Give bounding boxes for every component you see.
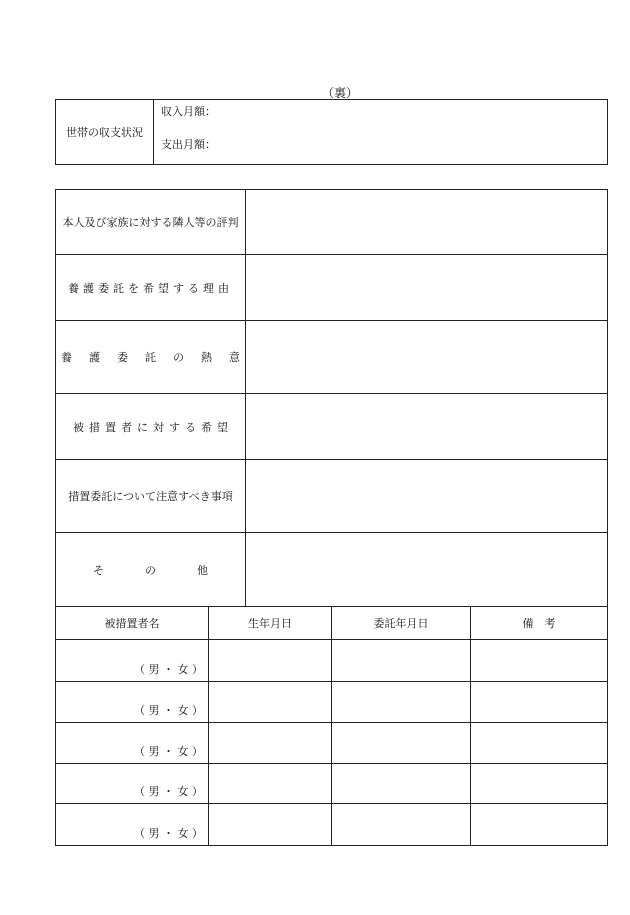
row-other: [56, 533, 607, 607]
person-date-cell[interactable]: [332, 804, 471, 845]
person-name-cell[interactable]: [56, 804, 209, 845]
income-table: [55, 99, 608, 165]
person-date-cell[interactable]: [332, 682, 471, 723]
person-name-cell[interactable]: [56, 764, 209, 804]
header-remarks: 備 考: [471, 607, 607, 640]
person-note-cell[interactable]: [471, 723, 607, 764]
person-birth-cell[interactable]: [209, 764, 332, 804]
person-note-cell[interactable]: [471, 682, 607, 723]
sex-choice: （ 男 ・ 女 ）: [134, 663, 203, 676]
person-date-cell[interactable]: [332, 723, 471, 764]
sex-choice: （ 男 ・ 女 ）: [134, 745, 203, 758]
person-name-cell[interactable]: [56, 723, 209, 764]
person-note-cell[interactable]: [471, 640, 607, 682]
person-birth-cell[interactable]: [209, 682, 332, 723]
person-birth-cell[interactable]: [209, 723, 332, 764]
row-hope: [56, 394, 607, 460]
sex-choice: （ 男 ・ 女 ）: [134, 785, 203, 798]
row-label: 本人及び家族に対する隣人等の評判: [56, 190, 246, 254]
row-reputation: [56, 190, 607, 255]
person-date-cell[interactable]: [332, 640, 471, 682]
row-label: その他: [56, 533, 246, 606]
header-name: 被措置者名: [56, 607, 209, 640]
row-label: 被措置者に対する希望: [56, 394, 246, 459]
main-table: [55, 189, 608, 846]
side-label: （裏）: [322, 86, 359, 100]
persons-grid: [56, 607, 607, 845]
expense-monthly-label: 支出月額：: [161, 138, 216, 151]
person-birth-cell[interactable]: [209, 804, 332, 845]
row-label: 養護委託の熱意: [56, 321, 246, 393]
person-name-cell[interactable]: [56, 682, 209, 723]
row-reason: [56, 255, 607, 321]
person-name-cell[interactable]: [56, 640, 209, 682]
header-birthdate: 生年月日: [209, 607, 332, 640]
person-note-cell[interactable]: [471, 804, 607, 845]
person-note-cell[interactable]: [471, 764, 607, 804]
income-monthly-label: 収入月額：: [161, 105, 216, 118]
header-entrust-date: 委託年月日: [332, 607, 471, 640]
person-birth-cell[interactable]: [209, 640, 332, 682]
row-label: 養護委託を希望する理由: [56, 255, 246, 320]
sex-choice: （ 男 ・ 女 ）: [134, 704, 203, 717]
person-date-cell[interactable]: [332, 764, 471, 804]
row-notes: [56, 460, 607, 533]
income-section-label: 世帯の収支状況: [56, 100, 154, 164]
row-label: 措置委託について注意すべき事項: [56, 460, 246, 532]
row-enthusiasm: [56, 321, 607, 394]
sex-choice: （ 男 ・ 女 ）: [134, 827, 203, 840]
